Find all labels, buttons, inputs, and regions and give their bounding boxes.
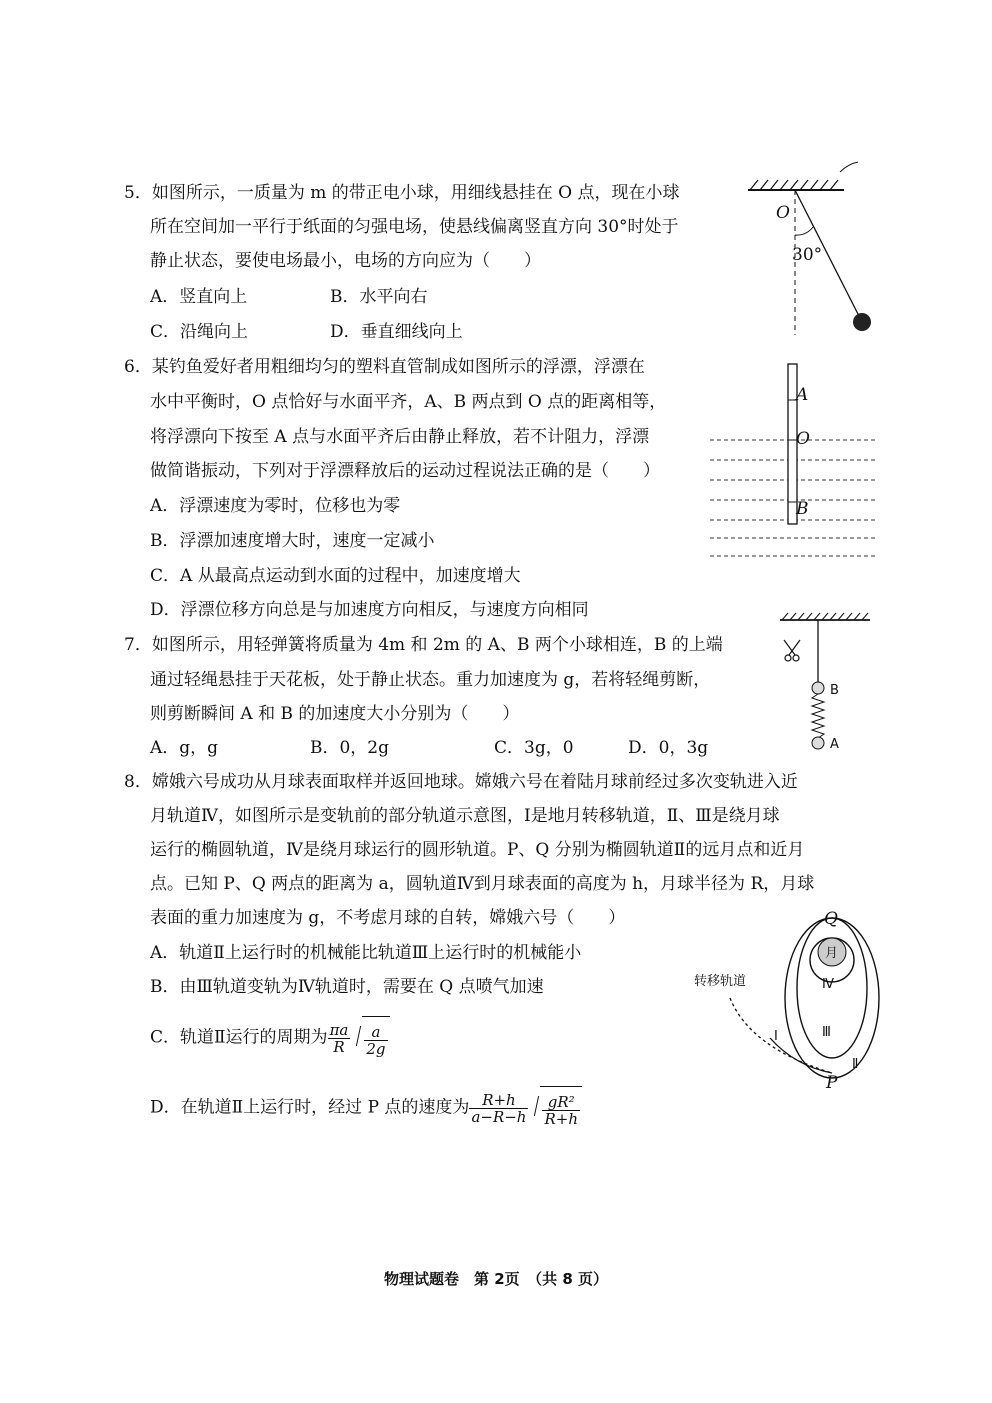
q7-line-3: 则剪断瞬间 A 和 B 的加速度大小分别为（ ） <box>150 704 520 724</box>
q8-line-3: 运行的椭圆轨道，Ⅳ是绕月球运行的圆形轨道。P、Q 分别为椭圆轨道Ⅱ的远月点和近月 <box>150 840 805 860</box>
q6-option-d: D．浮漂位移方向总是与加速度方向相反，与速度方向相同 <box>150 600 589 620</box>
q5-option-b: B．水平向右 <box>330 287 428 307</box>
q8-option-b: B．由Ⅲ轨道变轨为Ⅳ轨道时，需要在 Q 点喷气加速 <box>150 977 544 997</box>
q8-line-5: 表面的重力加速度为 g，不考虑月球的自转，嫦娥六号（ ） <box>150 908 626 928</box>
q7-fig-a-label: A <box>830 737 839 752</box>
q8-orbit-figure <box>690 908 890 1098</box>
q8-option-d-fraction <box>469 1092 528 1125</box>
q7-fig-b-label: B <box>830 683 839 698</box>
q6-fig-a-label: A <box>796 385 809 405</box>
q6-line-4: 做简谐振动，下列对于浮漂释放后的运动过程说法正确的是（ ） <box>150 461 660 481</box>
q5-line-2: 所在空间加一平行于纸面的匀强电场，使悬线偏离竖直方向 30°时处于 <box>150 217 679 237</box>
q8-line-1: 8．嫦娥六号成功从月球表面取样并返回地球。嫦娥六号在着陆月球前经过多次变轨进入近 <box>124 772 798 792</box>
q7-spring-figure <box>770 610 880 760</box>
q8-d-frac-num: R+h <box>469 1092 528 1109</box>
q8-option-d-text: D．在轨道Ⅱ上运行时，经过 P 点的速度为 <box>150 1097 470 1118</box>
q8-option-c-text: C．轨道Ⅱ运行的周期为 <box>150 1027 328 1048</box>
q5-pendulum-figure <box>740 160 890 345</box>
q8-fig-q-label: Q <box>824 909 838 929</box>
q5-fig-angle-label: 30° <box>792 245 823 265</box>
q6-option-c: C．A 从最高点运动到水面的过程中，加速度增大 <box>150 566 521 586</box>
q7-option-a: A．g，g <box>150 738 219 758</box>
q5-line-3: 静止状态，要使电场最小，电场的方向应为（ ） <box>150 251 541 271</box>
q8-c-rad-num: a <box>364 1024 387 1041</box>
q6-float-figure <box>710 362 880 562</box>
q5-option-d: D．垂直细线向上 <box>330 322 463 342</box>
q7-option-d: D．0，3g <box>628 738 709 758</box>
q6-option-a: A．浮漂速度为零时，位移也为零 <box>150 496 401 516</box>
q8-fig-transfer-label: 转移轨道 <box>694 974 747 989</box>
q8-fig-i-label: Ⅰ <box>774 1029 778 1044</box>
q8-d-rad-num: gR² <box>542 1094 580 1111</box>
q8-d-frac-den: a−R−h <box>471 1107 527 1126</box>
q8-option-c-sqrt <box>352 1016 389 1060</box>
q8-fig-iv-label: Ⅳ <box>822 977 834 992</box>
q5-fig-o-label: O <box>776 203 790 223</box>
q8-fig-moon-label: 月 <box>825 946 839 961</box>
q8-line-4: 点。已知 P、Q 两点的距离为 a，圆轨道Ⅳ到月球表面的高度为 h，月球半径为 R，月球 <box>150 874 815 894</box>
q5-option-c: C．沿绳向上 <box>150 322 249 342</box>
q5-option-a: A．竖直向上 <box>150 287 248 307</box>
q8-line-2: 月轨道Ⅳ，如图所示是变轨前的部分轨道示意图，Ⅰ是地月转移轨道，Ⅱ、Ⅲ是绕月球 <box>150 806 780 826</box>
q6-fig-o-label: O <box>796 429 810 449</box>
page-footer: 物理试题卷 第 2页 （共 8 页） <box>383 1270 609 1288</box>
scissors-icon <box>784 640 800 661</box>
q8-c-rad-den: 2g <box>366 1039 386 1058</box>
q6-fig-b-label: B <box>796 499 809 519</box>
q8-option-d-sqrt <box>530 1086 582 1130</box>
q8-c-frac-num: πa <box>329 1020 349 1039</box>
q8-option-a: A．轨道Ⅱ上运行时的机械能比轨道Ⅲ上运行时的机械能小 <box>150 943 582 963</box>
q5-line-1: 5．如图所示，一质量为 m 的带正电小球，用细线悬挂在 O 点，现在小球 <box>124 183 680 203</box>
q8-d-rad-den: R+h <box>544 1109 579 1128</box>
q6-line-2: 水中平衡时，O 点恰好与水面平齐，A、B 两点到 O 点的距离相等， <box>150 392 667 412</box>
q8-option-d <box>150 1086 582 1130</box>
q7-line-2: 通过轻绳悬挂于天花板，处于静止状态。重力加速度为 g，若将轻绳剪断， <box>150 670 711 690</box>
q8-fig-p-label: P <box>826 1073 838 1093</box>
q8-c-frac-den: R <box>333 1037 345 1056</box>
q8-fig-ii-label: Ⅱ <box>852 1057 859 1072</box>
q6-line-1: 6．某钓鱼爱好者用粗细均匀的塑料直管制成如图所示的浮漂，浮漂在 <box>124 357 645 377</box>
q7-option-b: B．0，2g <box>310 738 390 758</box>
q8-option-c-fraction <box>328 1022 351 1055</box>
q8-fig-iii-label: Ⅲ <box>822 1025 831 1040</box>
q8-option-c <box>150 1016 390 1060</box>
q7-line-1: 7．如图所示，用轻弹簧将质量为 4m 和 2m 的 A、B 两个小球相连，B 的上端 <box>124 635 723 655</box>
q6-option-b: B．浮漂加速度增大时，速度一定减小 <box>150 531 435 551</box>
q7-option-c: C．3g，0 <box>494 738 574 758</box>
q6-line-3: 将浮漂向下按至 A 点与水面平齐后由静止释放，若不计阻力，浮漂 <box>150 427 650 447</box>
